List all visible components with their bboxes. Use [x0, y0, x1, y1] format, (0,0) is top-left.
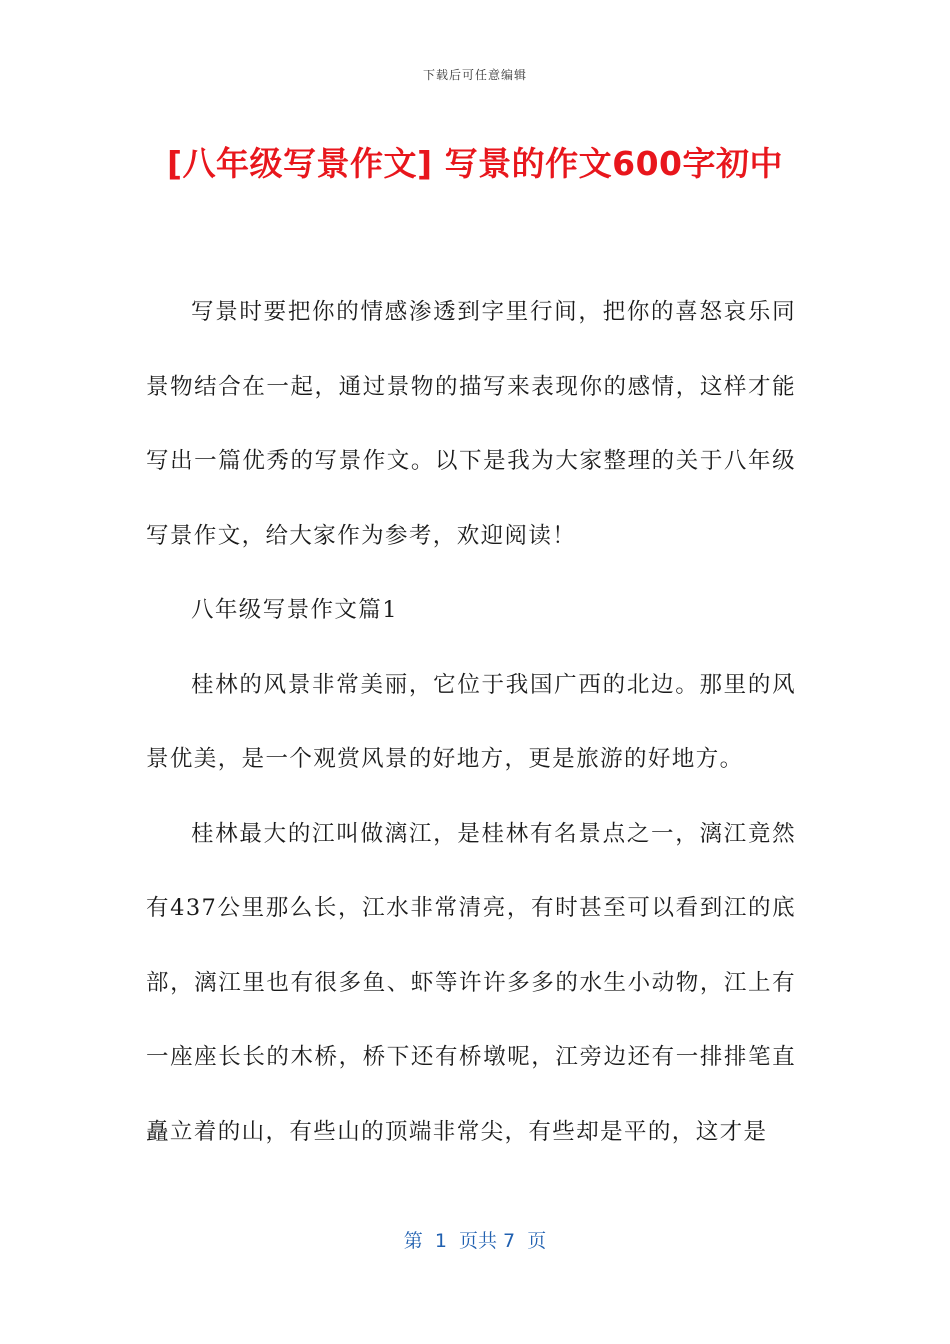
page-number-footer: 第 1 页共 7 页	[403, 1230, 547, 1252]
intro-paragraph: 写景时要把你的情感渗透到字里行间，把你的喜怒哀乐同景物结合在一起，通过景物的描写来表现你的感情，这样才能写出一篇优秀的写景作文。以下是我为大家整理的关于八年级写景作文，给大家作为参考，欢迎阅读！	[146, 299, 796, 549]
body-paragraph: 桂林最大的江叫做漓江，是桂林有名景点之一，漓江竟然有437公里那么长，江水非常清亮，有时甚至可以看到江的底部，漓江里也有很多鱼、虾等许许多多的水生小动物，江上有一座座长长的木桥，桥下还有桥墩呢，江旁边还有一排排笔直矗立着的山，有些山的顶端非常尖，有些却是平的，这才是	[146, 820, 796, 1145]
document-body	[146, 275, 796, 1169]
body-paragraph: 桂林的风景非常美丽，它位于我国广西的北边。那里的风景优美，是一个观赏风景的好地方，更是旅游的好地方。	[146, 671, 796, 772]
document-title: [八年级写景作文] 写景的作文600字初中	[166, 144, 784, 183]
section-heading: 八年级写景作文篇1	[191, 597, 398, 623]
page-header-note: 下载后可任意编辑	[422, 68, 527, 82]
